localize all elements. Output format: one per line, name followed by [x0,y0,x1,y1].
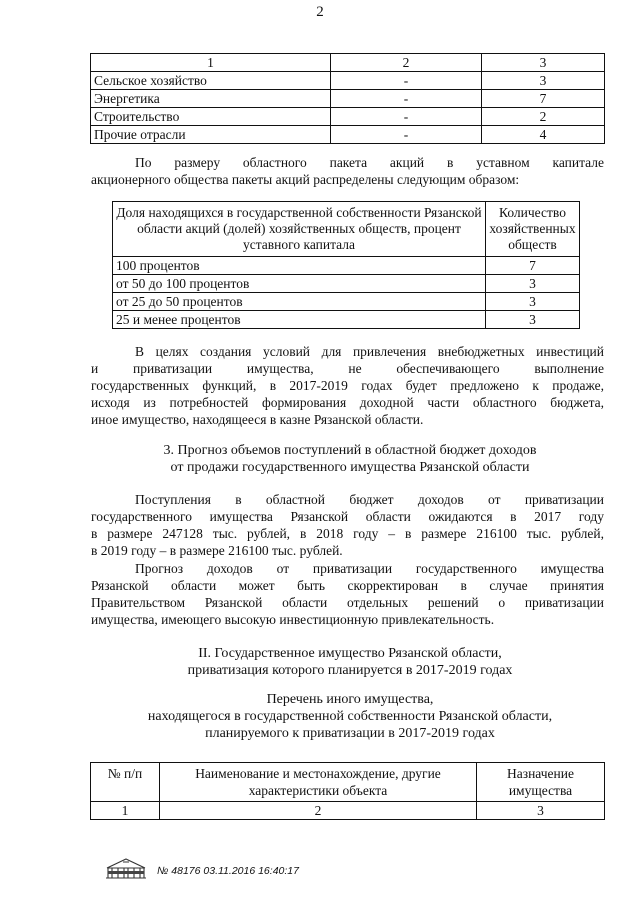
table-cell: Строительство [91,108,331,126]
text-line: Прогноз доходов от приватизации государственного имущества [135,561,604,576]
table-cell: Количество хозяйственных обществ [486,202,580,257]
paragraph-forecast-adjustment [91,560,604,628]
table-cell: 3 [486,293,580,311]
table-cell: - [331,108,482,126]
table-cell: от 50 до 100 процентов [113,275,486,293]
text-line: государственных функций, в 2017-2019 годах будет предложено к продаже, [91,378,604,393]
table-cell: Наименование и местонахождение, другие характеристики объекта [160,763,477,802]
text-line: В целях создания условий для привлечения внебюджетных инвестиций [135,344,604,359]
text-line: в 2019 году – в размере 216100 тыс. рублей. [91,543,343,558]
table-cell: № п/п [91,763,160,802]
table-cell: 25 и менее процентов [113,311,486,329]
text-line: По размеру областного пакета акций в уставном капитале [135,155,604,170]
table-cell: 2 [482,108,605,126]
registration-stamp: № 48176 03.11.2016 16:40:17 [157,865,299,877]
property-table [90,762,605,820]
table-cell: Назначение имущества [477,763,605,802]
table-cell: 3 [482,54,605,72]
paragraph-share-distribution [91,154,604,188]
property-list-title [60,691,640,742]
table-cell: Энергетика [91,90,331,108]
text-line: Рязанской области может быть скорректирован в случае принятия [91,578,604,593]
heading-line: 3. Прогноз объемов поступлений в областной бюджет доходов [163,443,537,458]
table-cell: 3 [486,275,580,293]
heading-line: Перечень иного имущества, [266,692,434,707]
table-row [91,72,605,90]
industry-table [90,53,605,144]
table-cell: от 25 до 50 процентов [113,293,486,311]
table-cell: Доля находящихся в государственной собственности Рязанской области акций (долей) хозяйственных обществ, процент уставного капитала [113,202,486,257]
table-row [113,293,580,311]
text-line: Правительством Рязанской области отдельных решений о приватизации [91,595,604,610]
table-header-row [113,202,580,257]
table-cell: Сельское хозяйство [91,72,331,90]
table-cell: Прочие отрасли [91,126,331,144]
text-line: государственного имущества Рязанской области ожидаются в 2017 году [91,509,604,524]
table-row [91,802,605,820]
text-line: акционерного общества пакеты акций распределены следующим образом: [91,172,520,187]
paragraph-revenue-forecast [91,491,604,559]
page-number: 2 [316,4,324,20]
table-header-row [91,54,605,72]
table-header-row [91,763,605,802]
table-cell: 2 [160,802,477,820]
section-2-title [60,645,640,679]
text-line: иное имущество, находящееся в казне Рязанской области. [91,412,424,427]
table-cell: 3 [477,802,605,820]
table-row [113,275,580,293]
table-row [91,90,605,108]
table-cell: 7 [482,90,605,108]
table-cell: 3 [486,311,580,329]
table-cell: 1 [91,802,160,820]
table-row [91,108,605,126]
text-line: в размере 247128 тыс. рублей, в 2018 году – в размере 216100 тыс. рублей, [91,526,604,541]
share-table [112,201,580,329]
text-line: имущества, имеющего высокую инвестиционную привлекательность. [91,612,495,627]
table-cell: 7 [486,257,580,275]
table-cell: 2 [331,54,482,72]
table-cell: 3 [482,72,605,90]
table-cell: - [331,126,482,144]
table-cell: - [331,90,482,108]
heading-line: находящегося в государственной собственности Рязанской области, [147,709,553,724]
table-row [91,126,605,144]
heading-line: II. Государственное имущество Рязанской области, [198,646,502,661]
table-cell: - [331,72,482,90]
table-row [113,311,580,329]
table-cell: 1 [91,54,331,72]
heading-line: от продажи государственного имущества Рязанской области [170,460,530,475]
text-line: исходя из потребностей формирования доходной части областного бюджета, [91,395,604,410]
footer [103,852,299,880]
text-line: Поступления в областной бюджет доходов от приватизации [135,492,604,507]
heading-line: приватизация которого планируется в 2017-2019 годах [187,663,513,678]
heading-line: планируемого к приватизации в 2017-2019 годах [205,726,495,741]
table-cell: 100 процентов [113,257,486,275]
text-line: и приватизации имущества, не обеспечивающего выполнение [91,361,604,376]
section-3-title [60,442,640,476]
paragraph-investment [91,343,604,428]
table-row [113,257,580,275]
table-cell: 4 [482,126,605,144]
building-seal-icon [103,856,149,880]
